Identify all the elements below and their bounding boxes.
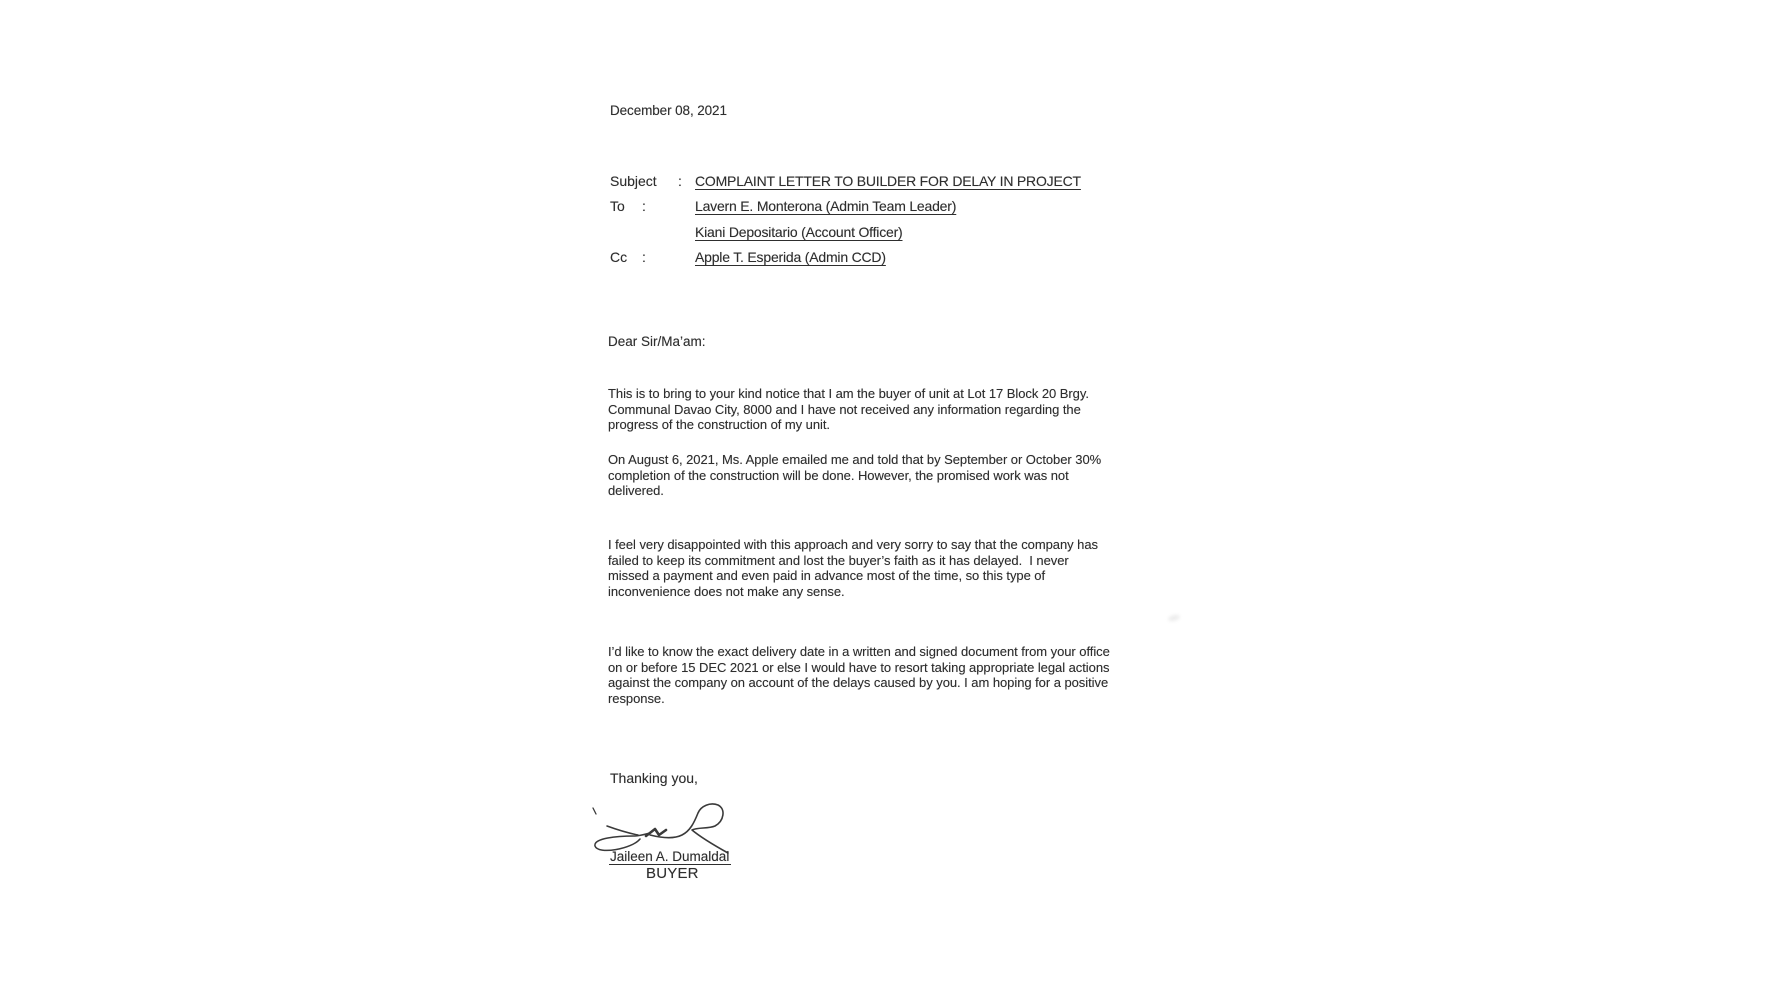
letter-date: December 08, 2021 xyxy=(610,103,727,118)
paragraph-line: on or before 15 DEC 2021 or else I would have to resort taking appropriate legal actions xyxy=(608,659,1110,675)
paragraph-line: This is to bring to your kind notice that I am the buyer of unit at Lot 17 Block 20 Brgy. xyxy=(608,386,1089,401)
paragraph-line: missed a payment and even paid in advance most of the time, so this type of xyxy=(608,568,1046,584)
paragraph-line: completion of the construction will be done. However, the promised work was not xyxy=(608,467,1069,483)
salutation: Dear Sir/Ma’am: xyxy=(608,334,706,349)
to-recipient-2: Kiani Depositario (Account Officer) xyxy=(695,224,903,240)
paragraph-line: I feel very disappointed with this approach and very sorry to say that the company has xyxy=(608,537,1098,552)
signature-name: Jaileen A. Dumaldal xyxy=(610,849,730,864)
body-paragraph-3 xyxy=(608,537,1098,600)
cc-colon: : xyxy=(642,249,646,265)
to-recipient-1: Lavern E. Monterona (Admin Team Leader) xyxy=(695,198,957,214)
subject-colon: : xyxy=(678,173,682,189)
body-paragraph-1 xyxy=(608,386,1089,433)
subject-label: Subject xyxy=(610,173,657,189)
scan-smudge xyxy=(1167,614,1180,623)
subject-value: COMPLAINT LETTER TO BUILDER FOR DELAY IN PROJECT xyxy=(695,173,1081,189)
paragraph-line: I’d like to know the exact delivery date in a written and signed document from your office xyxy=(608,644,1110,659)
cc-label: Cc xyxy=(610,249,628,265)
signature-title: BUYER xyxy=(646,865,699,882)
body-paragraph-4 xyxy=(608,644,1110,707)
paragraph-line: On August 6, 2021, Ms. Apple emailed me and told that by September or October 30% xyxy=(608,452,1102,467)
body-paragraph-2 xyxy=(608,452,1101,499)
paragraph-line: progress of the construction of my unit. xyxy=(608,417,830,433)
closing-phrase: Thanking you, xyxy=(610,770,698,786)
paragraph-line: response. xyxy=(608,691,665,707)
to-label: To xyxy=(610,198,625,214)
cc-recipient: Apple T. Esperida (Admin CCD) xyxy=(695,249,886,265)
paragraph-line: Communal Davao City, 8000 and I have not received any information regarding the xyxy=(608,401,1081,417)
paragraph-line: against the company on account of the delays caused by you. I am hoping for a positive xyxy=(608,675,1109,691)
to-colon: : xyxy=(642,198,646,214)
paragraph-line: failed to keep its commitment and lost the buyer’s faith as it has delayed. I never xyxy=(608,552,1069,568)
paragraph-line: delivered. xyxy=(608,483,664,499)
paragraph-line: inconvenience does not make any sense. xyxy=(608,584,845,600)
